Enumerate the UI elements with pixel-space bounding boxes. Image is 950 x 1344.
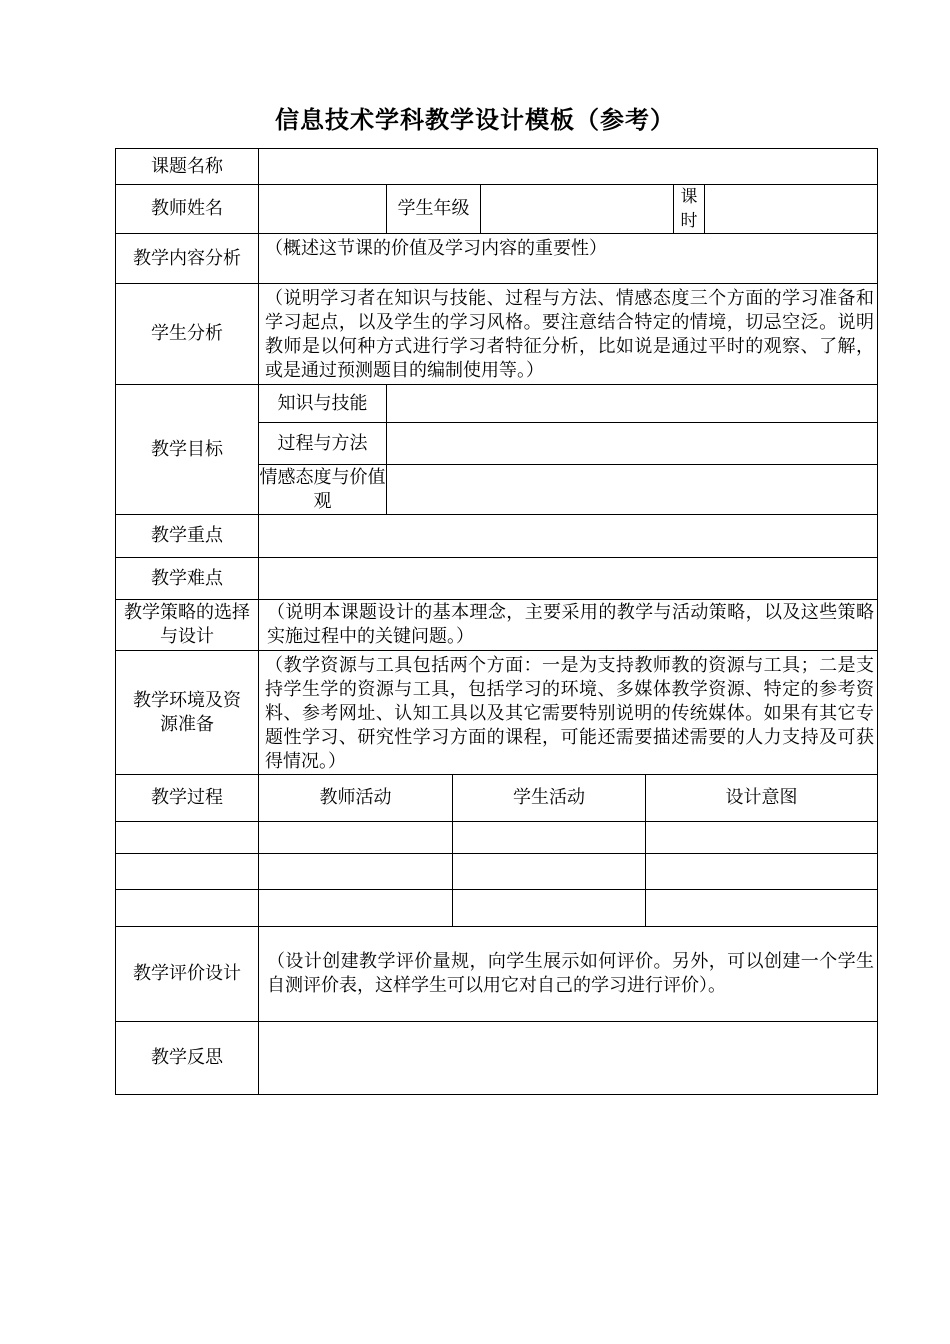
strategy-label: 教学策略的选择与设计 [116,600,259,651]
process-student-cell[interactable] [453,822,646,854]
process-intent-cell[interactable] [646,822,878,854]
topic-label: 课题名称 [116,149,259,185]
process-intent-cell[interactable] [646,854,878,890]
reflection-label: 教学反思 [116,1022,259,1095]
topic-field[interactable] [259,149,878,185]
class-hours-label: 课时 [674,185,705,234]
process-stage-cell[interactable] [116,890,259,927]
process-row [116,854,878,890]
page-title: 信息技术学科教学设计模板（参考） [275,105,675,134]
difficulties-field[interactable] [259,558,878,600]
process-row [116,822,878,854]
teacher-name-label: 教师姓名 [116,185,259,234]
key-points-label: 教学重点 [116,515,259,558]
evaluation-label: 教学评价设计 [116,927,259,1022]
process-stage-cell[interactable] [116,822,259,854]
process-student-cell[interactable] [453,854,646,890]
environment-note[interactable]: （教学资源与工具包括两个方面：一是为支持教师教的资源与工具；二是支持学生学的资源与工具，包括学习的环境、多媒体教学资源、特定的参考资料、参考网址、认知工具以及其它需要特别说明的传统媒体。如果有其它专题性学习、研究性学习方面的课程，可能还需要描述需要的人力支持及可获得情况。） [259,651,878,775]
teacher-name-field[interactable] [259,185,387,234]
content-analysis-label: 教学内容分析 [116,234,259,284]
class-hours-field[interactable] [705,185,878,234]
process-teacher-cell[interactable] [259,854,453,890]
process-intent-cell[interactable] [646,890,878,927]
key-points-field[interactable] [259,515,878,558]
lesson-plan-table [115,148,878,1095]
content-analysis-note[interactable]: （概述这节课的价值及学习内容的重要性） [259,234,878,284]
reflection-field[interactable] [259,1022,878,1095]
grade-field[interactable] [481,185,674,234]
objective-process-field[interactable] [387,423,878,465]
process-header-student: 学生活动 [453,775,646,822]
student-analysis-note[interactable]: （说明学习者在知识与技能、过程与方法、情感态度三个方面的学习准备和学习起点，以及学生的学习风格。要注意结合特定的情境，切忌空泛。说明教师是以何种方式进行学习者特征分析，比如说是通过平时的观察、了解，或是通过预测题目的编制使用等。） [259,284,878,385]
process-label: 教学过程 [116,775,259,822]
objective-process-label: 过程与方法 [259,423,387,465]
objective-attitude-label: 情感态度与价值观 [259,465,387,515]
grade-label: 学生年级 [387,185,481,234]
objective-knowledge-label: 知识与技能 [259,385,387,423]
objective-attitude-field[interactable] [387,465,878,515]
objectives-label: 教学目标 [116,385,259,515]
difficulties-label: 教学难点 [116,558,259,600]
process-header-teacher: 教师活动 [259,775,453,822]
student-analysis-label: 学生分析 [116,284,259,385]
strategy-note[interactable]: （说明本课题设计的基本理念，主要采用的教学与活动策略，以及这些策略实施过程中的关键问题。） [259,600,878,651]
environment-label: 教学环境及资源准备 [116,651,259,775]
process-header-intent: 设计意图 [646,775,878,822]
process-teacher-cell[interactable] [259,822,453,854]
process-teacher-cell[interactable] [259,890,453,927]
process-student-cell[interactable] [453,890,646,927]
objective-knowledge-field[interactable] [387,385,878,423]
process-row [116,890,878,927]
evaluation-note[interactable]: （设计创建教学评价量规，向学生展示如何评价。另外，可以创建一个学生自测评价表，这样学生可以用它对自己的学习进行评价）。 [259,927,878,1022]
process-stage-cell[interactable] [116,854,259,890]
